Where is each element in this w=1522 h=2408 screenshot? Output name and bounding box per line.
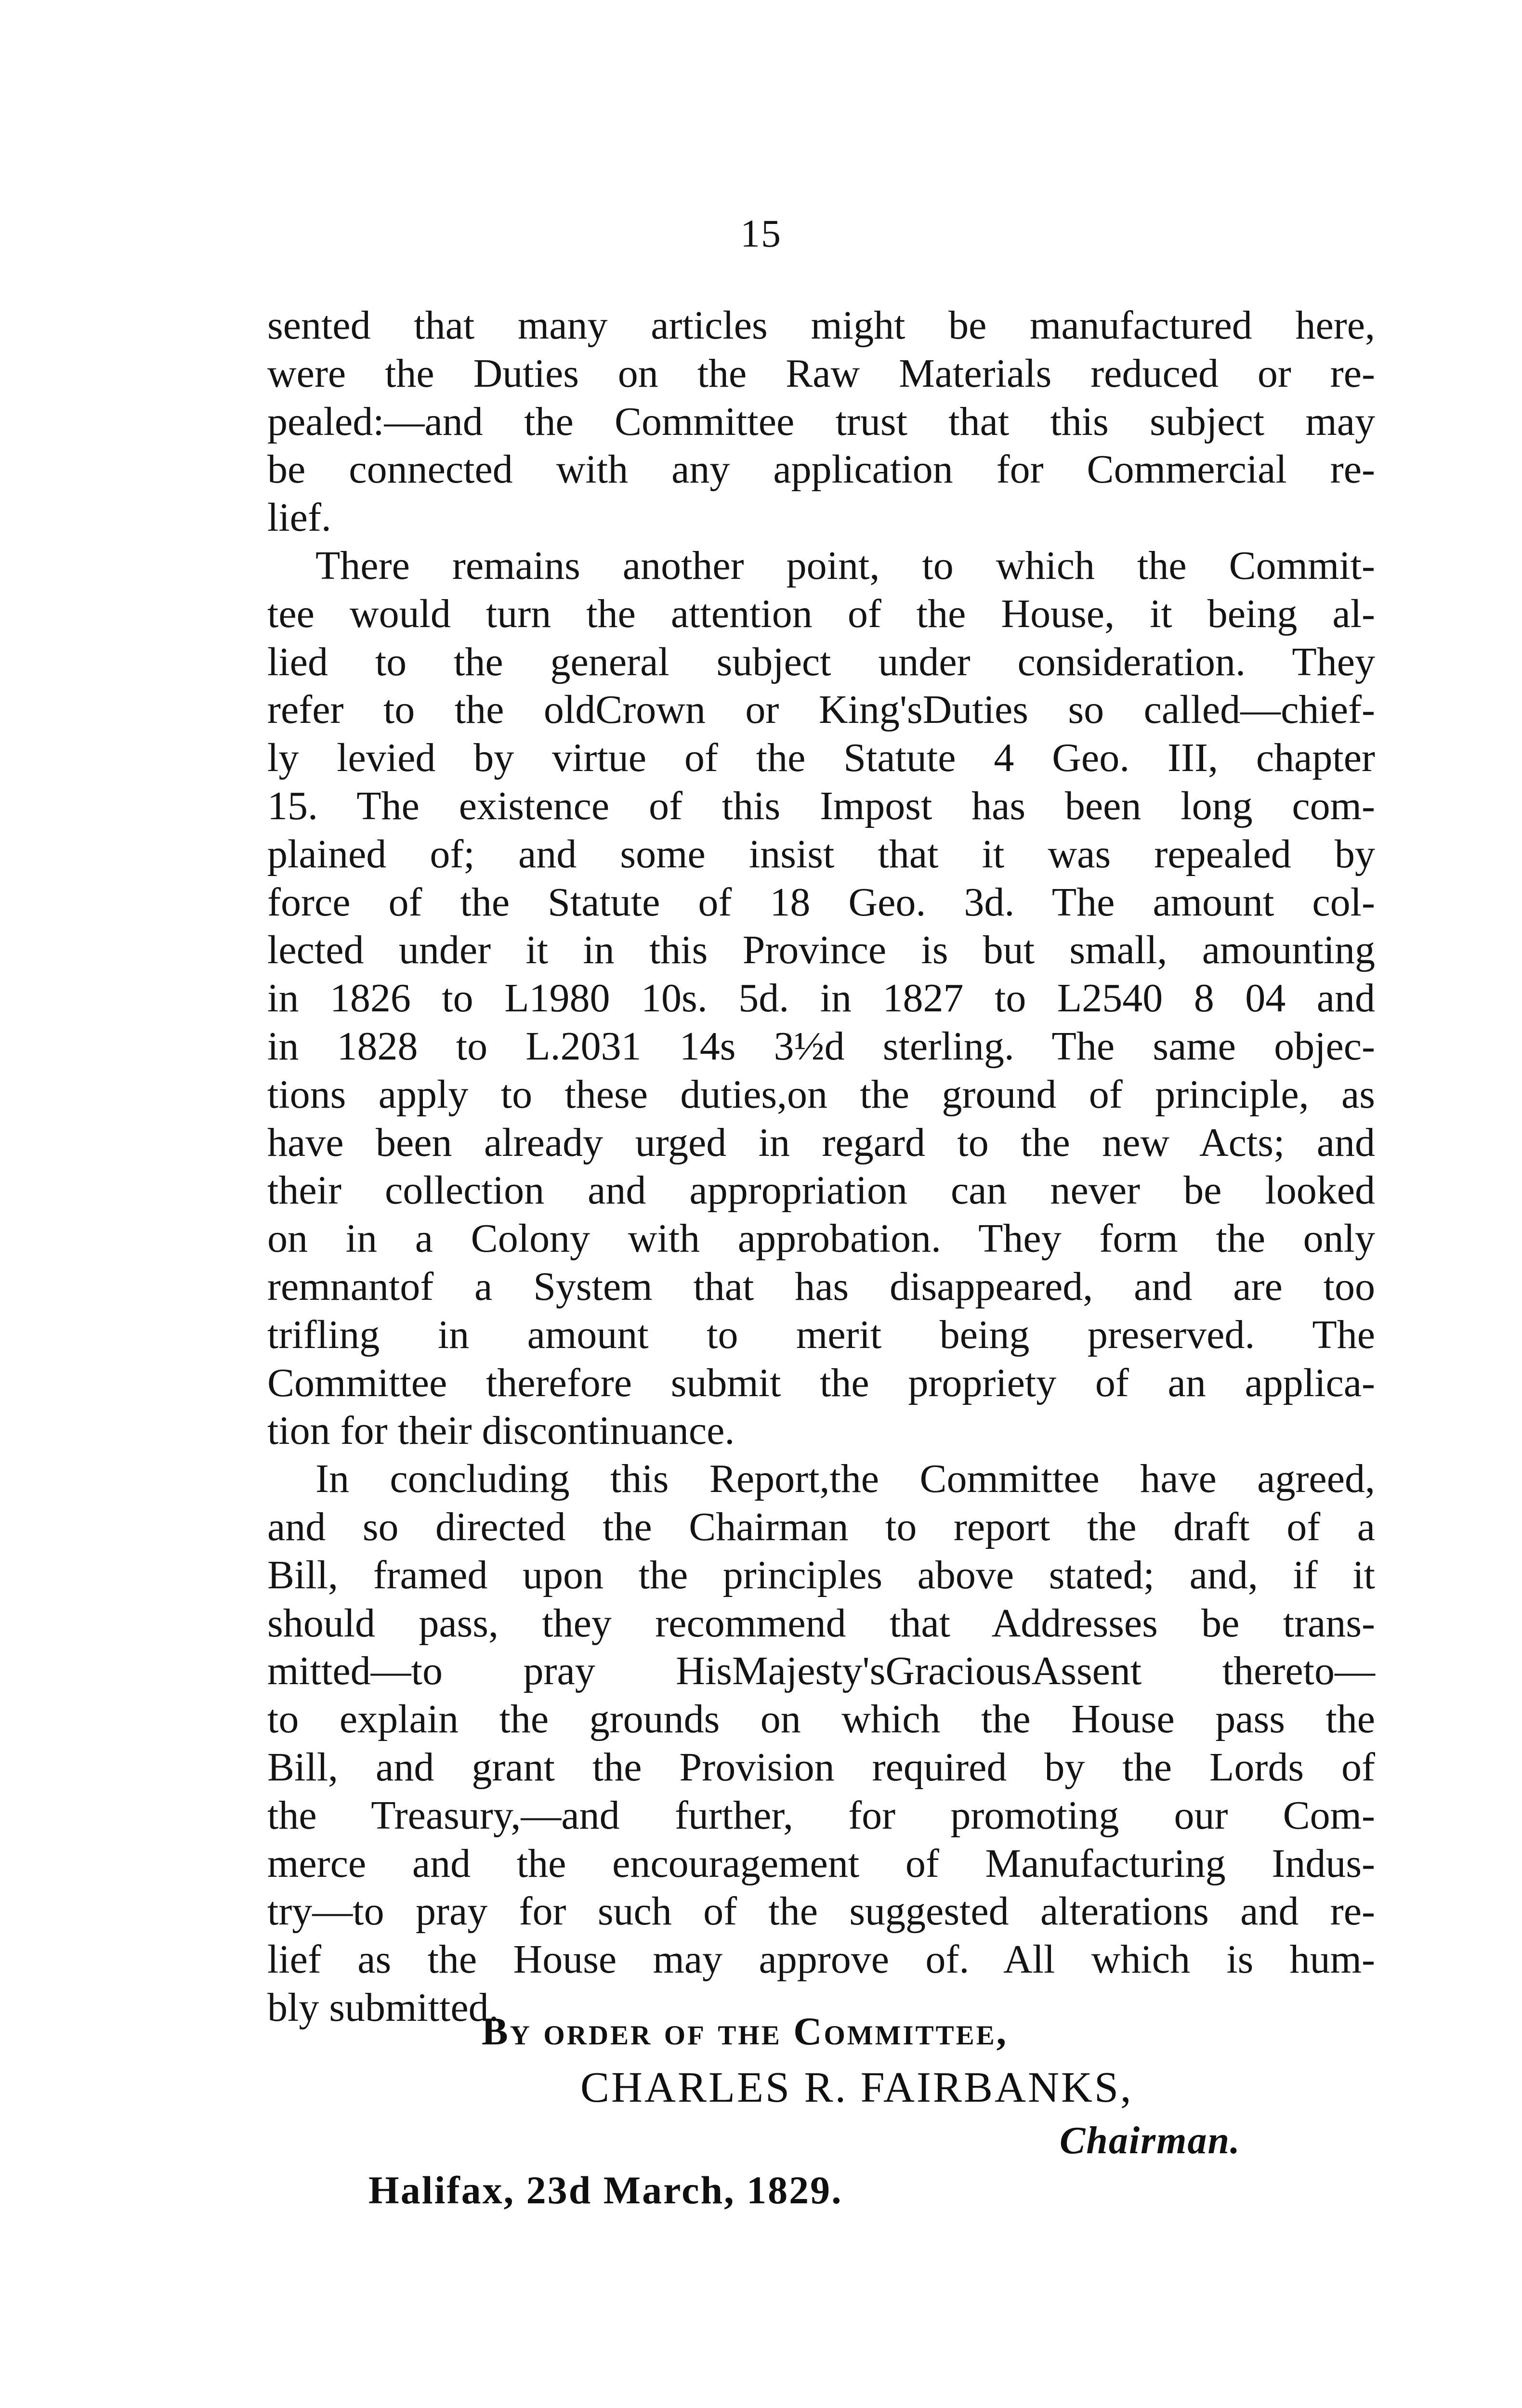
- text-line: remnantof a System that has disappeared, and are too: [267, 1264, 1375, 1309]
- text-line: tions apply to these duties,on the ground of principle, as: [267, 1072, 1375, 1117]
- text-line: refer to the oldCrown or King'sDuties so called—chief-: [267, 687, 1375, 733]
- text-line: to explain the grounds on which the House pass the: [267, 1697, 1375, 1742]
- report-body-text: [267, 301, 1375, 2032]
- text-line: in 1828 to L.2031 14s 3½d sterling. The same objec-: [267, 1023, 1375, 1069]
- text-line: tion for their discontinuance.: [267, 1408, 735, 1453]
- by-order-line: By order of the Committee,: [482, 2009, 1009, 2053]
- text-line: pealed:—and the Committee trust that this subject may: [267, 399, 1375, 444]
- text-line: There remains another point, to which the Commit-: [315, 543, 1375, 588]
- text-line: ly levied by virtue of the Statute 4 Geo. III, chapter: [267, 735, 1375, 781]
- page-number: 15: [740, 211, 782, 255]
- text-line: have been already urged in regard to the new Acts; and: [267, 1120, 1375, 1165]
- text-line: the Treasury,—and further, for promoting our Com-: [267, 1793, 1375, 1838]
- text-line: merce and the encouragement of Manufacturing Indus-: [267, 1841, 1375, 1886]
- text-line: and so directed the Chairman to report the draft of a: [267, 1504, 1375, 1549]
- chairman-name: CHARLES R. FAIRBANKS,: [580, 2064, 1133, 2111]
- text-line: Bill, framed upon the principles above stated; and, if it: [267, 1552, 1375, 1597]
- text-line: 15. The existence of this Impost has been long com-: [267, 783, 1375, 828]
- text-line: Bill, and grant the Provision required by the Lords of: [267, 1744, 1375, 1790]
- text-line: bly submitted.: [267, 1985, 499, 2030]
- text-line: Committee therefore submit the propriety of an applica-: [267, 1360, 1375, 1405]
- text-line: lief.: [267, 495, 331, 540]
- text-line: trifling in amount to merit being preserved. The: [267, 1312, 1375, 1357]
- text-line: try—to pray for such of the suggested alterations and re-: [267, 1889, 1375, 1934]
- text-line: In concluding this Report,the Committee have agreed,: [315, 1456, 1375, 1502]
- text-line: be connected with any application for Commercial re-: [267, 447, 1375, 492]
- text-line: force of the Statute of 18 Geo. 3d. The amount col-: [267, 879, 1375, 925]
- text-line: their collection and appropriation can never be looked: [267, 1168, 1375, 1213]
- text-line: mitted—to pray HisMajesty'sGraciousAssent thereto—: [267, 1649, 1375, 1694]
- text-line: lied to the general subject under consideration. They: [267, 639, 1375, 684]
- text-line: should pass, they recommend that Addresses be trans-: [267, 1600, 1375, 1646]
- text-line: tee would turn the attention of the House, it being al-: [267, 591, 1375, 636]
- chairman-title: Chairman.: [1060, 2120, 1241, 2162]
- text-line: in 1826 to L1980 10s. 5d. in 1827 to L2540 8 04 and: [267, 976, 1375, 1021]
- text-line: lected under it in this Province is but small, amounting: [267, 928, 1375, 973]
- text-line: plained of; and some insist that it was repealed by: [267, 831, 1375, 877]
- text-line: sented that many articles might be manufactured here,: [267, 303, 1375, 348]
- text-line: lief as the House may approve of. All which is hum-: [267, 1937, 1375, 1982]
- place-and-date: Halifax, 23d March, 1829.: [368, 2168, 843, 2212]
- text-line: on in a Colony with approbation. They form the only: [267, 1216, 1375, 1261]
- text-line: were the Duties on the Raw Materials reduced or re-: [267, 351, 1375, 396]
